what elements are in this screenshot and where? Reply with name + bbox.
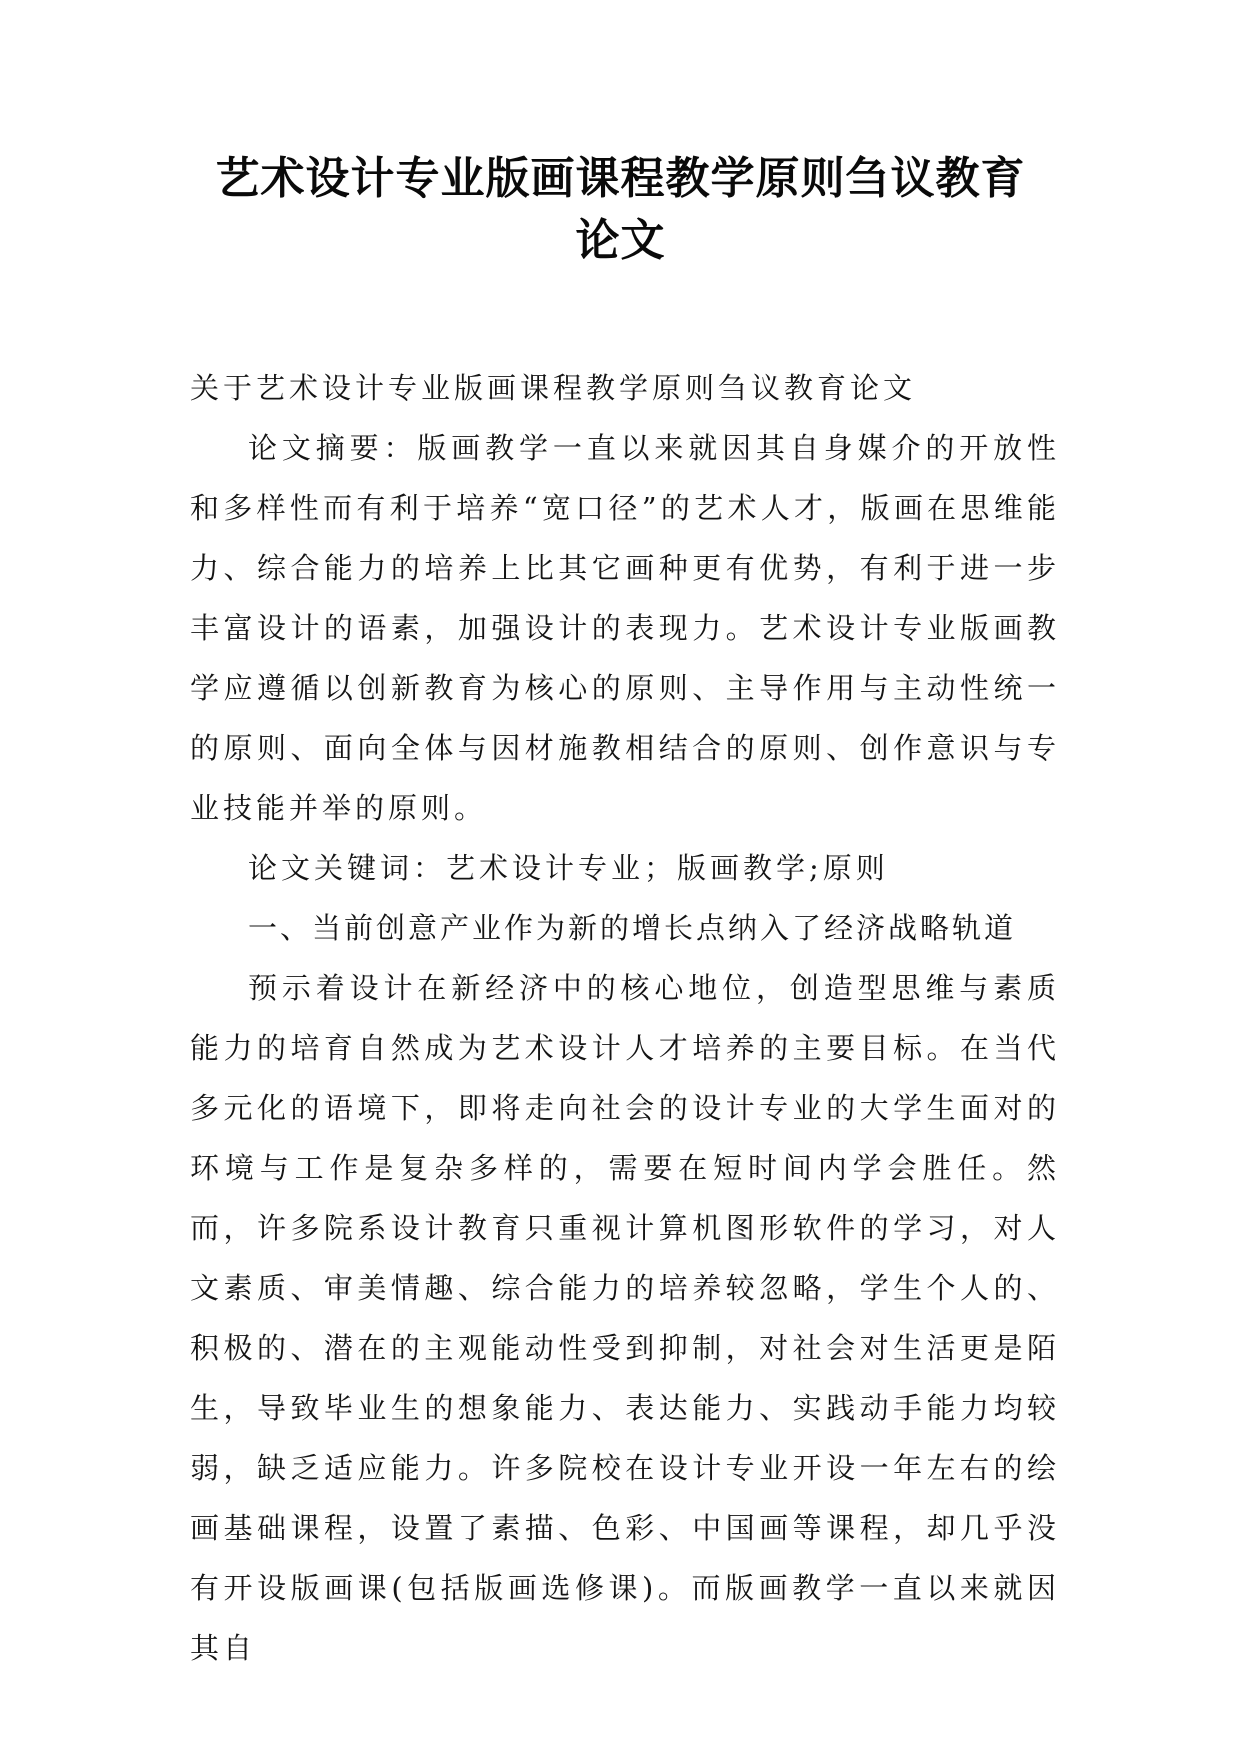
title-line-2: 论文: [575, 215, 666, 266]
section-heading: 一、当前创意产业作为新的增长点纳入了经济战略轨道: [248, 911, 1017, 945]
document-subtitle: 关于艺术设计专业版画课程教学原则刍议教育论文: [190, 371, 917, 405]
keywords-paragraph: 论文关键词：艺术设计专业；版画教学;原则: [248, 851, 889, 885]
abstract-paragraph: 论文摘要：版画教学一直以来就因其自身媒介的开放性和多样性而有利于培养“宽口径”的艺术人才，版画在思维能力、综合能力的培养上比其它画种更有优势，有利于进一步丰富设计的语素，加强设计的表现力。艺术设计专业版画教学应遵循以创新教育为核心的原则、主导作用与主动性统一的原则、面向全体与因材施教相结合的原则、创作意识与专业技能并举的原则。: [190, 431, 1060, 825]
document-title: [150, 148, 1091, 272]
section-body-paragraph: 预示着设计在新经济中的核心地位，创造型思维与素质能力的培育自然成为艺术设计人才培养的主要目标。在当代多元化的语境下，即将走向社会的设计专业的大学生面对的环境与工作是复杂多样的，需要在短时间内学会胜任。然而，许多院系设计教育只重视计算机图形软件的学习，对人文素质、审美情趣、综合能力的培养较忽略，学生个人的、积极的、潜在的主观能动性受到抑制，对社会对生活更是陌生，导致毕业生的想象能力、表达能力、实践动手能力均较弱，缺乏适应能力。许多院校在设计专业开设一年左右的绘画基础课程，设置了素描、色彩、中国画等课程，却几乎没有开设版画课(包括版画选修课)。而版画教学一直以来就因其自: [190, 971, 1060, 1665]
document-body: [190, 358, 1060, 1678]
title-line-1: 艺术设计专业版画课程教学原则刍议教育: [215, 153, 1026, 204]
